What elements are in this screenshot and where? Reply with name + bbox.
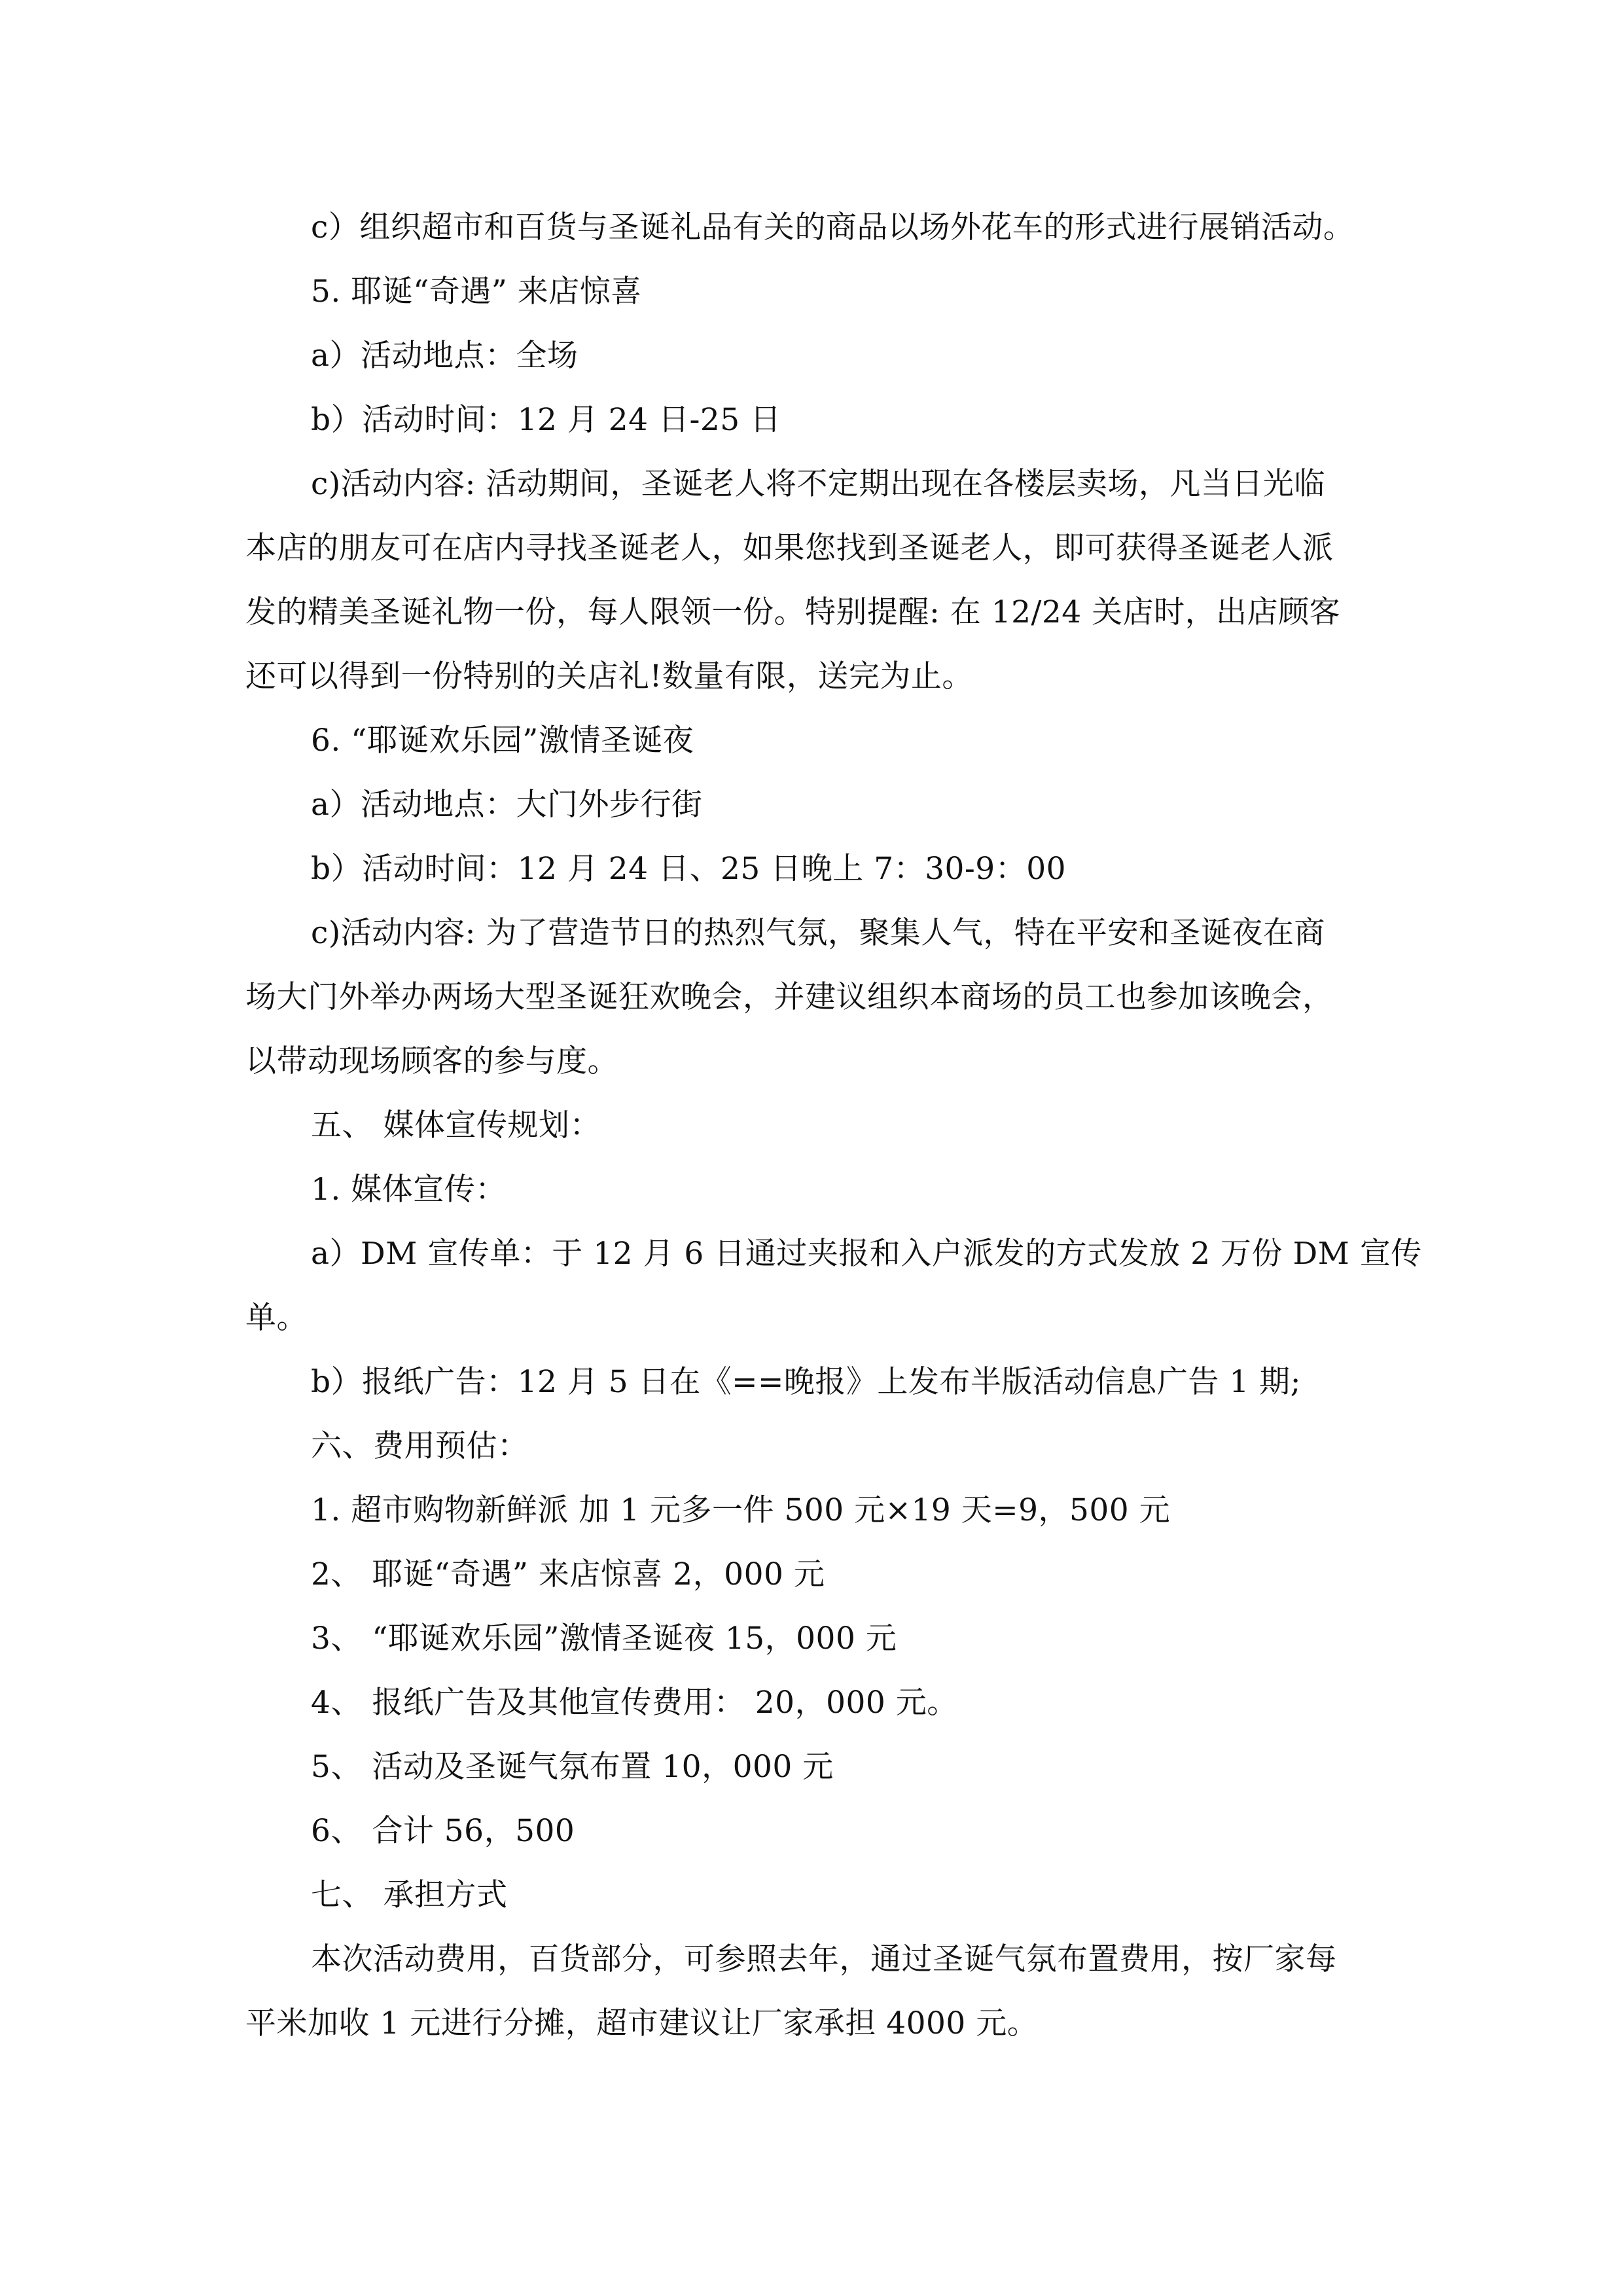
text-line: 平米加收 1 元进行分摊，超市建议让厂家承担 4000 元。: [245, 2005, 1039, 2041]
list-heading: 5. 耶诞“奇遇” 来店惊喜: [311, 274, 642, 310]
text-line: 单。: [245, 1300, 308, 1336]
text-line: c)活动内容: 活动期间，圣诞老人将不定期出现在各楼层卖场，凡当日光临: [311, 466, 1325, 502]
text-line: c)活动内容: 为了营造节日的热烈气氛，聚集人气，特在平安和圣诞夜在商: [311, 915, 1325, 951]
text-line: 以带动现场顾客的参与度。: [245, 1043, 618, 1079]
text-line: a）活动地点：大门外步行街: [311, 787, 703, 823]
text-line: 本店的朋友可在店内寻找圣诞老人，如果您找到圣诞老人，即可获得圣诞老人派: [245, 530, 1334, 566]
text-line: 还可以得到一份特别的关店礼!数量有限，送完为止。: [245, 658, 973, 694]
text-line: 4、 报纸广告及其他宣传费用： 20，000 元。: [311, 1685, 958, 1721]
text-line: 3、 “耶诞欢乐园”激情圣诞夜 15，000 元: [311, 1621, 897, 1657]
text-line: 6、 合计 56，500: [311, 1813, 575, 1849]
text-line: 场大门外举办两场大型圣诞狂欢晚会，并建议组织本商场的员工也参加该晚会，: [245, 979, 1334, 1015]
text-line: b）报纸广告：12 月 5 日在《==晚报》上发布半版活动信息广告 1 期;: [311, 1364, 1301, 1400]
section-heading: 五、 媒体宣传规划：: [311, 1107, 601, 1143]
section-heading: 七、 承担方式: [311, 1877, 508, 1913]
text-line: b）活动时间：12 月 24 日、25 日晚上 7：30-9：00: [311, 851, 1067, 887]
text-line: 5、 活动及圣诞气氛布置 10，000 元: [311, 1749, 834, 1785]
text-line: a）活动地点：全场: [311, 338, 579, 374]
list-heading: 1. 媒体宣传：: [311, 1172, 507, 1208]
text-line: 本次活动费用，百货部分，可参照去年，通过圣诞气氛布置费用，按厂家每: [311, 1941, 1337, 1977]
text-line: b）活动时间：12 月 24 日-25 日: [311, 402, 781, 438]
section-heading: 六、费用预估：: [311, 1428, 529, 1464]
text-line: 2、 耶诞“奇遇” 来店惊喜 2，000 元: [311, 1556, 825, 1592]
text-line: 1. 超市购物新鲜派 加 1 元多一件 500 元×19 天=9，500 元: [311, 1492, 1171, 1528]
list-heading: 6. “耶诞欢乐园”激情圣诞夜: [311, 723, 694, 759]
text-line: a）DM 宣传单：于 12 月 6 日通过夹报和入户派发的方式发放 2 万份 DM 宣传: [311, 1236, 1422, 1272]
text-line: 发的精美圣诞礼物一份，每人限领一份。特别提醒: 在 12/24 关店时，出店顾客: [245, 594, 1341, 630]
text-line: c）组织超市和百货与圣诞礼品有关的商品以场外花车的形式进行展销活动。: [311, 209, 1355, 245]
